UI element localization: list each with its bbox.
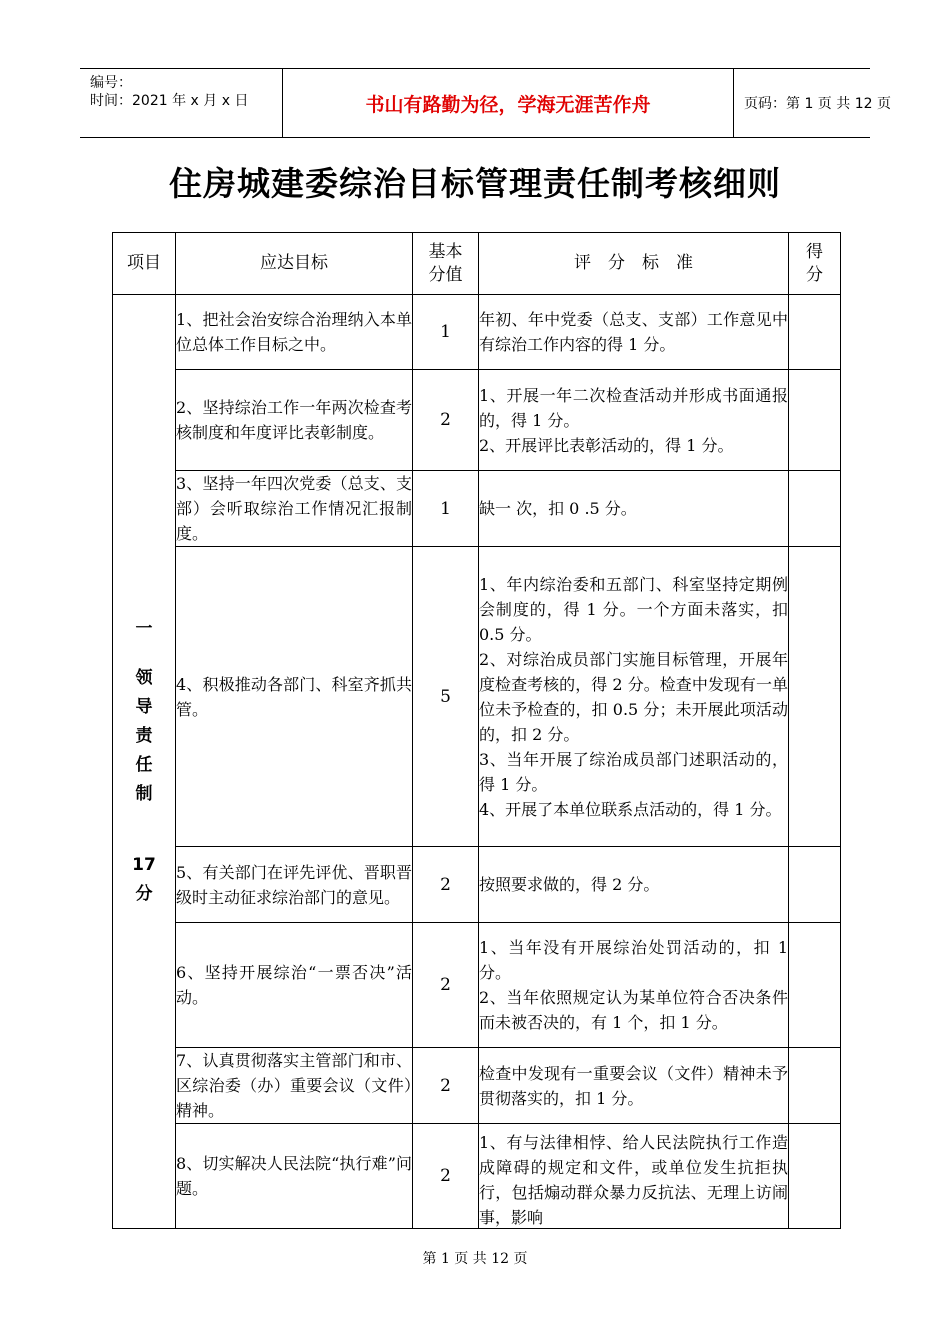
criteria-cell: 1、有与法律相悖、给人民法院执行工作造成障碍的规定和文件，或单位发生抗拒执行，包括煽动群众暴力反抗法、无理上访闹事，影响 [479,1124,789,1229]
col-header-target: 应达目标 [176,233,413,295]
got-cell [789,1048,841,1124]
table-row [113,295,841,370]
col-header-criteria: 评 分 标 准 [479,233,789,295]
target-cell: 6、坚持开展综治“一票否决”活动。 [176,923,413,1048]
score-cell: 2 [413,1124,479,1229]
table-row [113,923,841,1048]
score-cell: 2 [413,1048,479,1124]
criteria-cell: 缺一 次，扣 0 .5 分。 [479,471,789,547]
target-cell: 3、坚持一年四次党委（总支、支部）会听取综治工作情况汇报制度。 [176,471,413,547]
col-header-project: 项目 [113,233,176,295]
time-label: 时间：2021 年 x 月 x 日 [90,93,249,109]
col-header-base-score: 基本分值 [413,233,479,295]
table-row [113,471,841,547]
score-cell: 2 [413,923,479,1048]
col-header-got: 得分 [789,233,841,295]
got-cell [789,923,841,1048]
document-title: 住房城建委综治目标管理责任制考核细则 [169,164,781,203]
header-motto: 书山有路勤为径，学海无涯苦作舟 [282,69,734,137]
criteria-cell: 1、年内综治委和五部门、科室坚持定期例会制度的，得 1 分。一个方面未落实，扣 0.5 分。 2、对综治成员部门实施目标管理，开展年度检查考核的，得 2 分。检查中发现有一单位未予检查的，扣 0.5 分；未开展此项活动的，扣 2 分。 3、当年开展了综治成员部门述职活动的，得 1 分。 4、开展了本单位联系点活动的，得 1 分。 [479,547,789,847]
criteria-cell: 检查中发现有一重要会议（文件）精神未予贯彻落实的，扣 1 分。 [479,1048,789,1124]
got-cell [789,370,841,471]
category-total: 17分 [132,854,156,904]
table-row [113,547,841,847]
score-cell: 5 [413,547,479,847]
got-cell [789,847,841,923]
category-name: 领导责任制 [135,667,153,804]
category-number: 一 [135,618,153,639]
target-cell: 2、坚持综治工作一年两次检查考核制度和年度评比表彰制度。 [176,370,413,471]
got-cell [789,295,841,370]
score-cell: 1 [413,295,479,370]
score-cell: 1 [413,471,479,547]
target-cell: 1、把社会治安综合治理纳入本单位总体工作目标之中。 [176,295,413,370]
score-cell: 2 [413,370,479,471]
got-cell [789,1124,841,1229]
got-cell [789,471,841,547]
header-meta [80,69,282,137]
criteria-cell: 年初、年中党委（总支、支部）工作意见中有综治工作内容的得 1 分。 [479,295,789,370]
category-cell [113,295,176,1229]
target-cell: 8、切实解决人民法院“执行难”问题。 [176,1124,413,1229]
criteria-cell: 1、开展一年二次检查活动并形成书面通报的，得 1 分。 2、开展评比表彰活动的，得 1 分。 [479,370,789,471]
criteria-cell: 1、当年没有开展综治处罚活动的，扣 1 分。 2、当年依照规定认为某单位符合否决条件而未被否决的，有 1 个，扣 1 分。 [479,923,789,1048]
serial-label: 编号： [90,75,132,91]
target-cell: 7、认真贯彻落实主管部门和市、区综治委（办）重要会议（文件）精神。 [176,1048,413,1124]
target-cell: 4、积极推动各部门、科室齐抓共管。 [176,547,413,847]
score-cell: 2 [413,847,479,923]
table-row [113,370,841,471]
got-cell [789,547,841,847]
document-header [80,68,891,138]
page-footer: 第 1 页 共 12 页 [422,1251,528,1267]
table-row [113,847,841,923]
table-row [113,1048,841,1124]
table-row [113,1124,841,1229]
criteria-cell: 按照要求做的，得 2 分。 [479,847,789,923]
table-header-row [113,233,841,295]
target-cell: 5、有关部门在评先评优、晋职晋级时主动征求综治部门的意见。 [176,847,413,923]
header-page-info: 页码：第 1 页 共 12 页 [744,96,891,112]
assessment-table [112,232,841,1229]
